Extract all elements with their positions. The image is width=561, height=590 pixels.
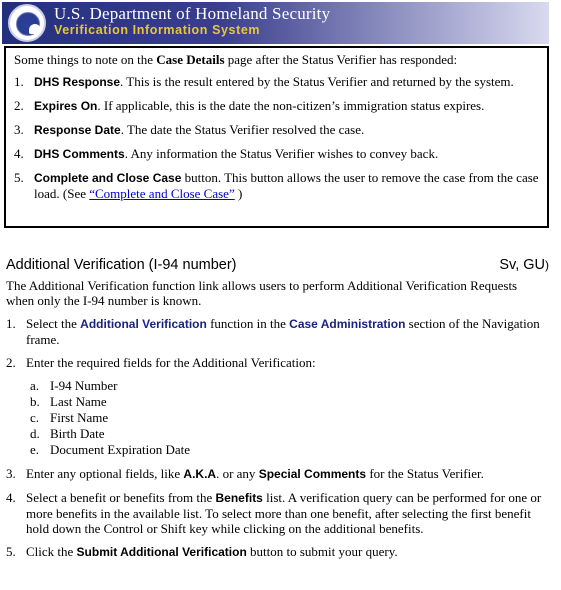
step-item: 1. Select the Additional Verification function in the Case Administration section of the Navigation frame.: [6, 316, 540, 347]
complete-and-close-case-link[interactable]: “Complete and Close Case”: [89, 186, 235, 201]
step-item: 3. Enter any optional fields, like A.K.A. or any Special Comments for the Status Verifier.: [6, 466, 484, 481]
required-field-item: c. First Name: [30, 410, 109, 425]
note-term: Expires On: [34, 99, 98, 113]
notes-list: [14, 74, 539, 201]
benefits-term: Benefits: [215, 491, 263, 505]
case-administration-term: Case Administration: [289, 317, 406, 331]
required-field-item: b. Last Name: [30, 394, 107, 409]
section-intro: The Additional Verification function link allows users to perform Additional Verification Requests when only the I-94 number is known.: [6, 278, 518, 308]
section-roles: Sv, GU): [499, 257, 549, 273]
aka-term: A.K.A: [183, 467, 217, 481]
special-comments-term: Special Comments: [258, 467, 367, 481]
submit-additional-verification-term: Submit Additional Verification: [76, 545, 247, 559]
note-term: DHS Response: [34, 75, 121, 89]
required-field-item: a. I-94 Number: [30, 378, 118, 393]
steps-list: [6, 316, 546, 568]
note-item: 3. Response Date. The date the Status Verifier resolved the case.: [14, 122, 365, 137]
banner-title: U.S. Department of Homeland Security: [54, 4, 331, 23]
step-item: 2. Enter the required fields for the Additional Verification: a. I-94 Number b. Last Name c. First Name d. Birth Date e. Document Expiration Date: [6, 355, 316, 457]
required-fields-list: [30, 378, 316, 457]
notes-intro: Some things to note on the Case Details page after the Status Verifier has responded:: [14, 52, 458, 67]
note-item: 5. Complete and Close Case button. This button allows the user to remove the case from the case load. (See “Complete and Close Case” ): [14, 170, 539, 201]
note-term: Response Date: [34, 123, 121, 137]
note-term: DHS Comments: [34, 147, 125, 161]
additional-verification-term: Additional Verification: [80, 317, 207, 331]
required-field-item: e. Document Expiration Date: [30, 442, 191, 457]
case-details-term: Case Details: [156, 52, 225, 67]
section-heading: [6, 257, 549, 273]
header-banner: [2, 2, 549, 44]
notes-box: [4, 46, 549, 228]
note-item: 2. Expires On. If applicable, this is the date the non-citizen’s immigration status expires.: [14, 98, 485, 113]
step-item: 5. Click the Submit Additional Verification button to submit your query.: [6, 544, 398, 559]
banner-subtitle: Verification Information System: [54, 23, 261, 37]
step-item: 4. Select a benefit or benefits from the Benefits list. A verification query can be performed for one or more benefits in the available list. To select more than one benefit, after selecting the first benefit hold down the Control or Shift key while clicking on the additional benefits.: [6, 490, 542, 536]
required-field-item: d. Birth Date: [30, 426, 105, 441]
section-title: Additional Verification (I-94 number): [6, 257, 237, 273]
note-item: 4. DHS Comments. Any information the Status Verifier wishes to convey back.: [14, 146, 439, 161]
note-item: 1. DHS Response. This is the result entered by the Status Verifier and returned by the system.: [14, 74, 514, 89]
note-term: Complete and Close Case: [34, 171, 182, 185]
dhs-seal-icon: [8, 4, 46, 42]
